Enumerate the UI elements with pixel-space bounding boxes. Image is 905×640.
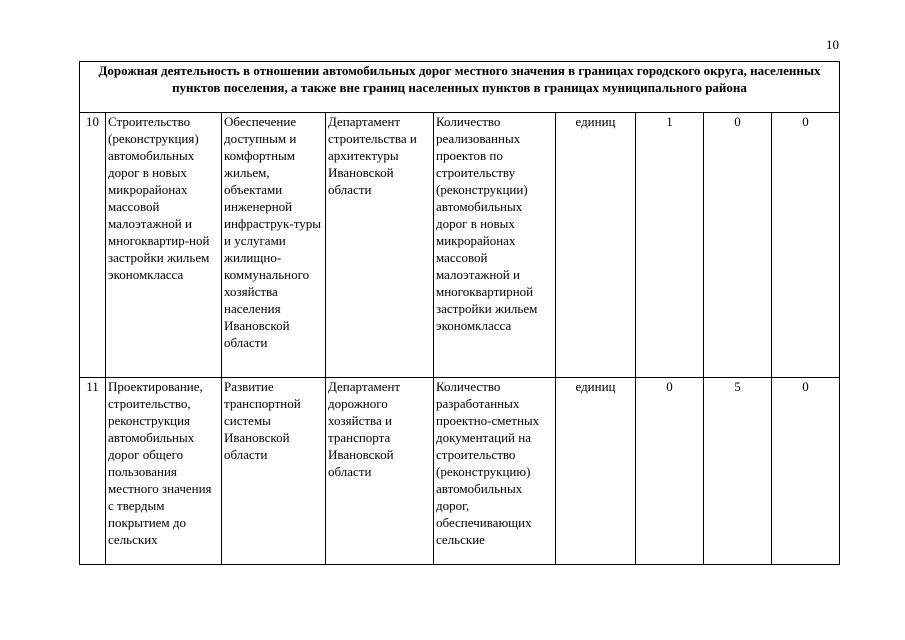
program-cell: Обеспечение доступным и комфортным жильем, объектами инженерной инфраструк-туры и услугами жилищно-коммунального хозяйства населения Ивановской области [222,113,326,378]
value-cell-1: 1 [636,113,704,378]
page-number: 10 [826,37,839,52]
value-cell-3: 0 [772,113,840,378]
section-title: Дорожная деятельность в отношении автомобильных дорог местного значения в границах городского округа, населенных пунктов поселения, а также вне границ населенных пунктов в границах муниципального района [80,62,840,113]
row-number: 10 [80,113,106,378]
program-table [79,61,840,565]
table-row [80,378,840,565]
row-number: 11 [80,378,106,565]
value-cell-3: 0 [772,378,840,565]
section-header-row [80,62,840,113]
indicator-cell: Количество разработанных проектно-сметных документаций на строительство (реконструкцию) автомобильных дорог, обеспечивающих сельские [434,378,556,565]
table-row [80,113,840,378]
program-cell: Развитие транспортной системы Ивановской области [222,378,326,565]
executor-cell: Департамент дорожного хозяйства и транспорта Ивановской области [326,378,434,565]
unit-cell: единиц [556,378,636,565]
executor-cell: Департамент строительства и архитектуры Ивановской области [326,113,434,378]
indicator-cell: Количество реализованных проектов по строительству (реконструкции) автомобильных дорог в новых микрорайонах массовой малоэтажной и многоквартирной застройки жильем экономкласса [434,113,556,378]
event-cell: Проектирование, строительство, реконструкция автомобильных дорог общего пользования местного значения с твердым покрытием до сельских [106,378,222,565]
value-cell-2: 0 [704,113,772,378]
event-cell: Строительство (реконструкция) автомобильных дорог в новых микрорайонах массовой малоэтажной и многоквартир-ной застройки жильем экономкласса [106,113,222,378]
value-cell-2: 5 [704,378,772,565]
unit-cell: единиц [556,113,636,378]
value-cell-1: 0 [636,378,704,565]
